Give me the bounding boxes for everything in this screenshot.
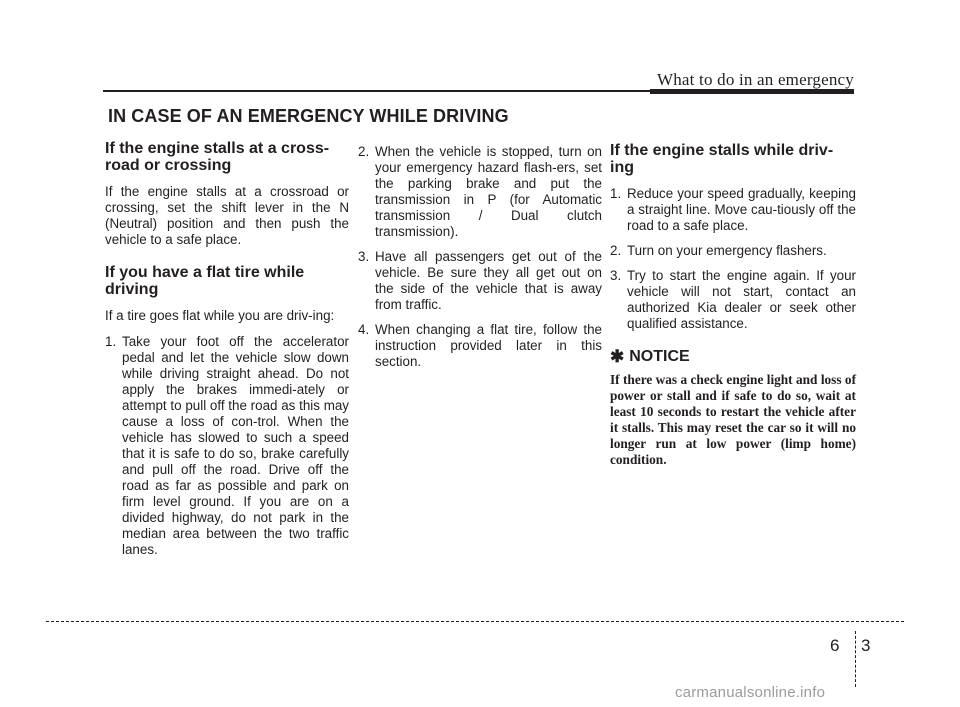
list-item-text: Have all passengers get out of the vehicle. Be sure they all get out on the side of the vehicle that is away from traffic.	[375, 249, 602, 312]
list-item-number: 4.	[358, 322, 370, 337]
list-item-text: Reduce your speed gradually, keeping a straight line. Move cau-tiously off the road to a safe place.	[627, 186, 856, 233]
column-1	[105, 140, 349, 567]
chapter-number: 6	[830, 636, 840, 655]
paragraph-flat-tire-intro: If a tire goes flat while you are driv-ing:	[105, 308, 335, 323]
column-3	[610, 142, 856, 468]
header-rule-accent	[650, 89, 854, 94]
heading-engine-stall-driving: If the engine stalls while driv- ing	[610, 142, 834, 176]
heading-engine-stall-crossing: If the engine stalls at a cross- road or crossing	[105, 140, 330, 174]
heading-flat-tire: If you have a flat tire while driving	[105, 264, 305, 298]
engine-stall-steps	[610, 186, 856, 332]
paragraph-crossing: If the engine stalls at a crossroad or crossing, set the shift lever in the N (Neutral) position and then push the vehicle to a safe place.	[105, 184, 349, 247]
watermark: carmanualsonline.info	[675, 684, 826, 701]
notice-body: If there was a check engine light and loss of power or stall and if safe to do so, wait at least 10 seconds to restart the vehicle after it stalls. This may reset the car so it will no longer run at low power (limp home) condition.	[610, 372, 856, 467]
list-item	[358, 249, 602, 313]
section-title: IN CASE OF AN EMERGENCY WHILE DRIVING	[108, 106, 509, 126]
list-item-number: 1.	[610, 186, 622, 201]
page-number: 3	[861, 636, 871, 655]
list-item-text: When the vehicle is stopped, turn on your emergency hazard flash-ers, set the parking brake and put the transmission in P (for Automatic transmission / Dual clutch transmission).	[375, 144, 602, 239]
column-2	[358, 144, 602, 379]
list-item-text: Turn on your emergency flashers.	[627, 243, 827, 258]
list-item-number: 2.	[610, 243, 622, 258]
list-item-text: Take your foot off the accelerator pedal and let the vehicle slow down while driving straight ahead. Do not apply the brakes immedi-ately or attempt to pull off the road as this may cause a loss of con-trol. When the vehicle has slowed to such a speed that it is safe to do so, brake carefully and pull off the road. Drive off the road as far as possible and park on firm level ground. If you are on a divided highway, do not park in the median area between the two traffic lanes.	[122, 334, 349, 557]
list-item	[358, 144, 602, 240]
list-item	[358, 322, 602, 370]
list-item-number: 3.	[358, 249, 370, 264]
list-item-number: 1.	[105, 334, 117, 349]
list-item-text: When changing a flat tire, follow the instruction provided later in this section.	[375, 322, 602, 369]
running-head: What to do in an emergency	[656, 70, 854, 89]
list-item-number: 3.	[610, 268, 622, 283]
list-item-number: 2.	[358, 144, 370, 159]
footer-divider	[855, 631, 856, 687]
notice-heading	[610, 348, 856, 366]
footer-rule	[46, 621, 904, 622]
list-item	[610, 243, 856, 259]
notice-star-icon: ✱	[610, 347, 625, 366]
list-item	[610, 186, 856, 234]
notice-title: NOTICE	[629, 348, 690, 365]
flat-tire-steps	[105, 334, 349, 558]
flat-tire-steps-continued	[358, 144, 602, 370]
list-item-text: Try to start the engine again. If your vehicle will not start, contact an authorized Kia dealer or seek other qualified assistance.	[627, 268, 856, 331]
list-item	[610, 268, 856, 332]
list-item	[105, 334, 349, 558]
